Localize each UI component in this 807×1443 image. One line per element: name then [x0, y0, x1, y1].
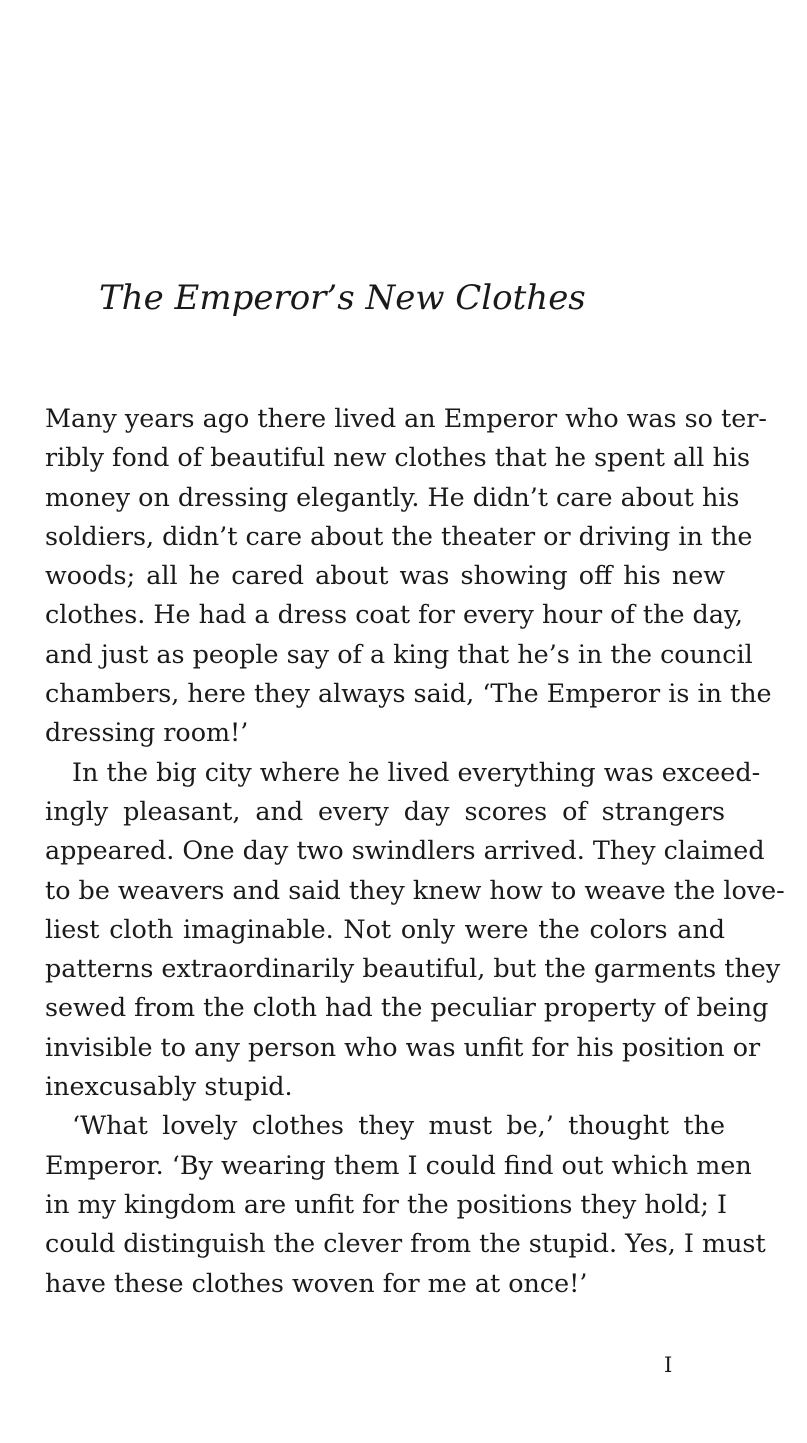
text-line: patterns extraordinarily beautiful, but the garments they — [45, 953, 781, 984]
text-line: money on dressing elegantly. He didn’t care about his — [45, 481, 740, 512]
text-line: ingly pleasant, and every day scores of strangers — [45, 795, 725, 826]
text-line: have these clothes woven for me at once!’ — [45, 1267, 588, 1298]
text-line: sewed from the cloth had the peculiar property of being — [45, 992, 769, 1023]
text-line: and just as people say of a king that he’s in the council — [45, 638, 753, 669]
text-line: Emperor. ‘By wearing them I could find out which men — [45, 1149, 752, 1180]
text-line: soldiers, didn’t care about the theater or driving in the — [45, 520, 753, 551]
text-line: chambers, here they always said, ‘The Emperor is in the — [45, 678, 772, 709]
text-line: could distinguish the clever from the stupid. Yes, I must — [45, 1228, 766, 1259]
text-line: to be weavers and said they knew how to weave the love- — [45, 874, 785, 905]
text-line: liest cloth imaginable. Not only were the colors and — [45, 913, 725, 944]
text-line: appeared. One day two swindlers arrived. They claimed — [45, 835, 765, 866]
text-line: dressing room!’ — [45, 717, 249, 748]
body-text — [45, 399, 785, 1303]
text-line: ribly fond of beautiful new clothes that he spent all his — [45, 442, 750, 473]
chapter-title: The Emperor’s New Clothes — [99, 278, 586, 318]
text-line: clothes. He had a dress coat for every hour of the day, — [45, 599, 743, 630]
text-line: invisible to any person who was unfit for his position or — [45, 1031, 761, 1062]
text-line: woods; all he cared about was showing off his new — [45, 560, 725, 591]
text-line: In the big city where he lived everything was exceed- — [72, 756, 761, 787]
page-number: I — [664, 1353, 673, 1377]
text-line: inexcusably stupid. — [45, 1071, 293, 1102]
text-line: Many years ago there lived an Emperor who was so ter- — [45, 403, 767, 433]
text-line: ‘What lovely clothes they must be,’ thought the — [72, 1110, 725, 1141]
text-line: in my kingdom are unfit for the positions they hold; I — [45, 1188, 728, 1219]
